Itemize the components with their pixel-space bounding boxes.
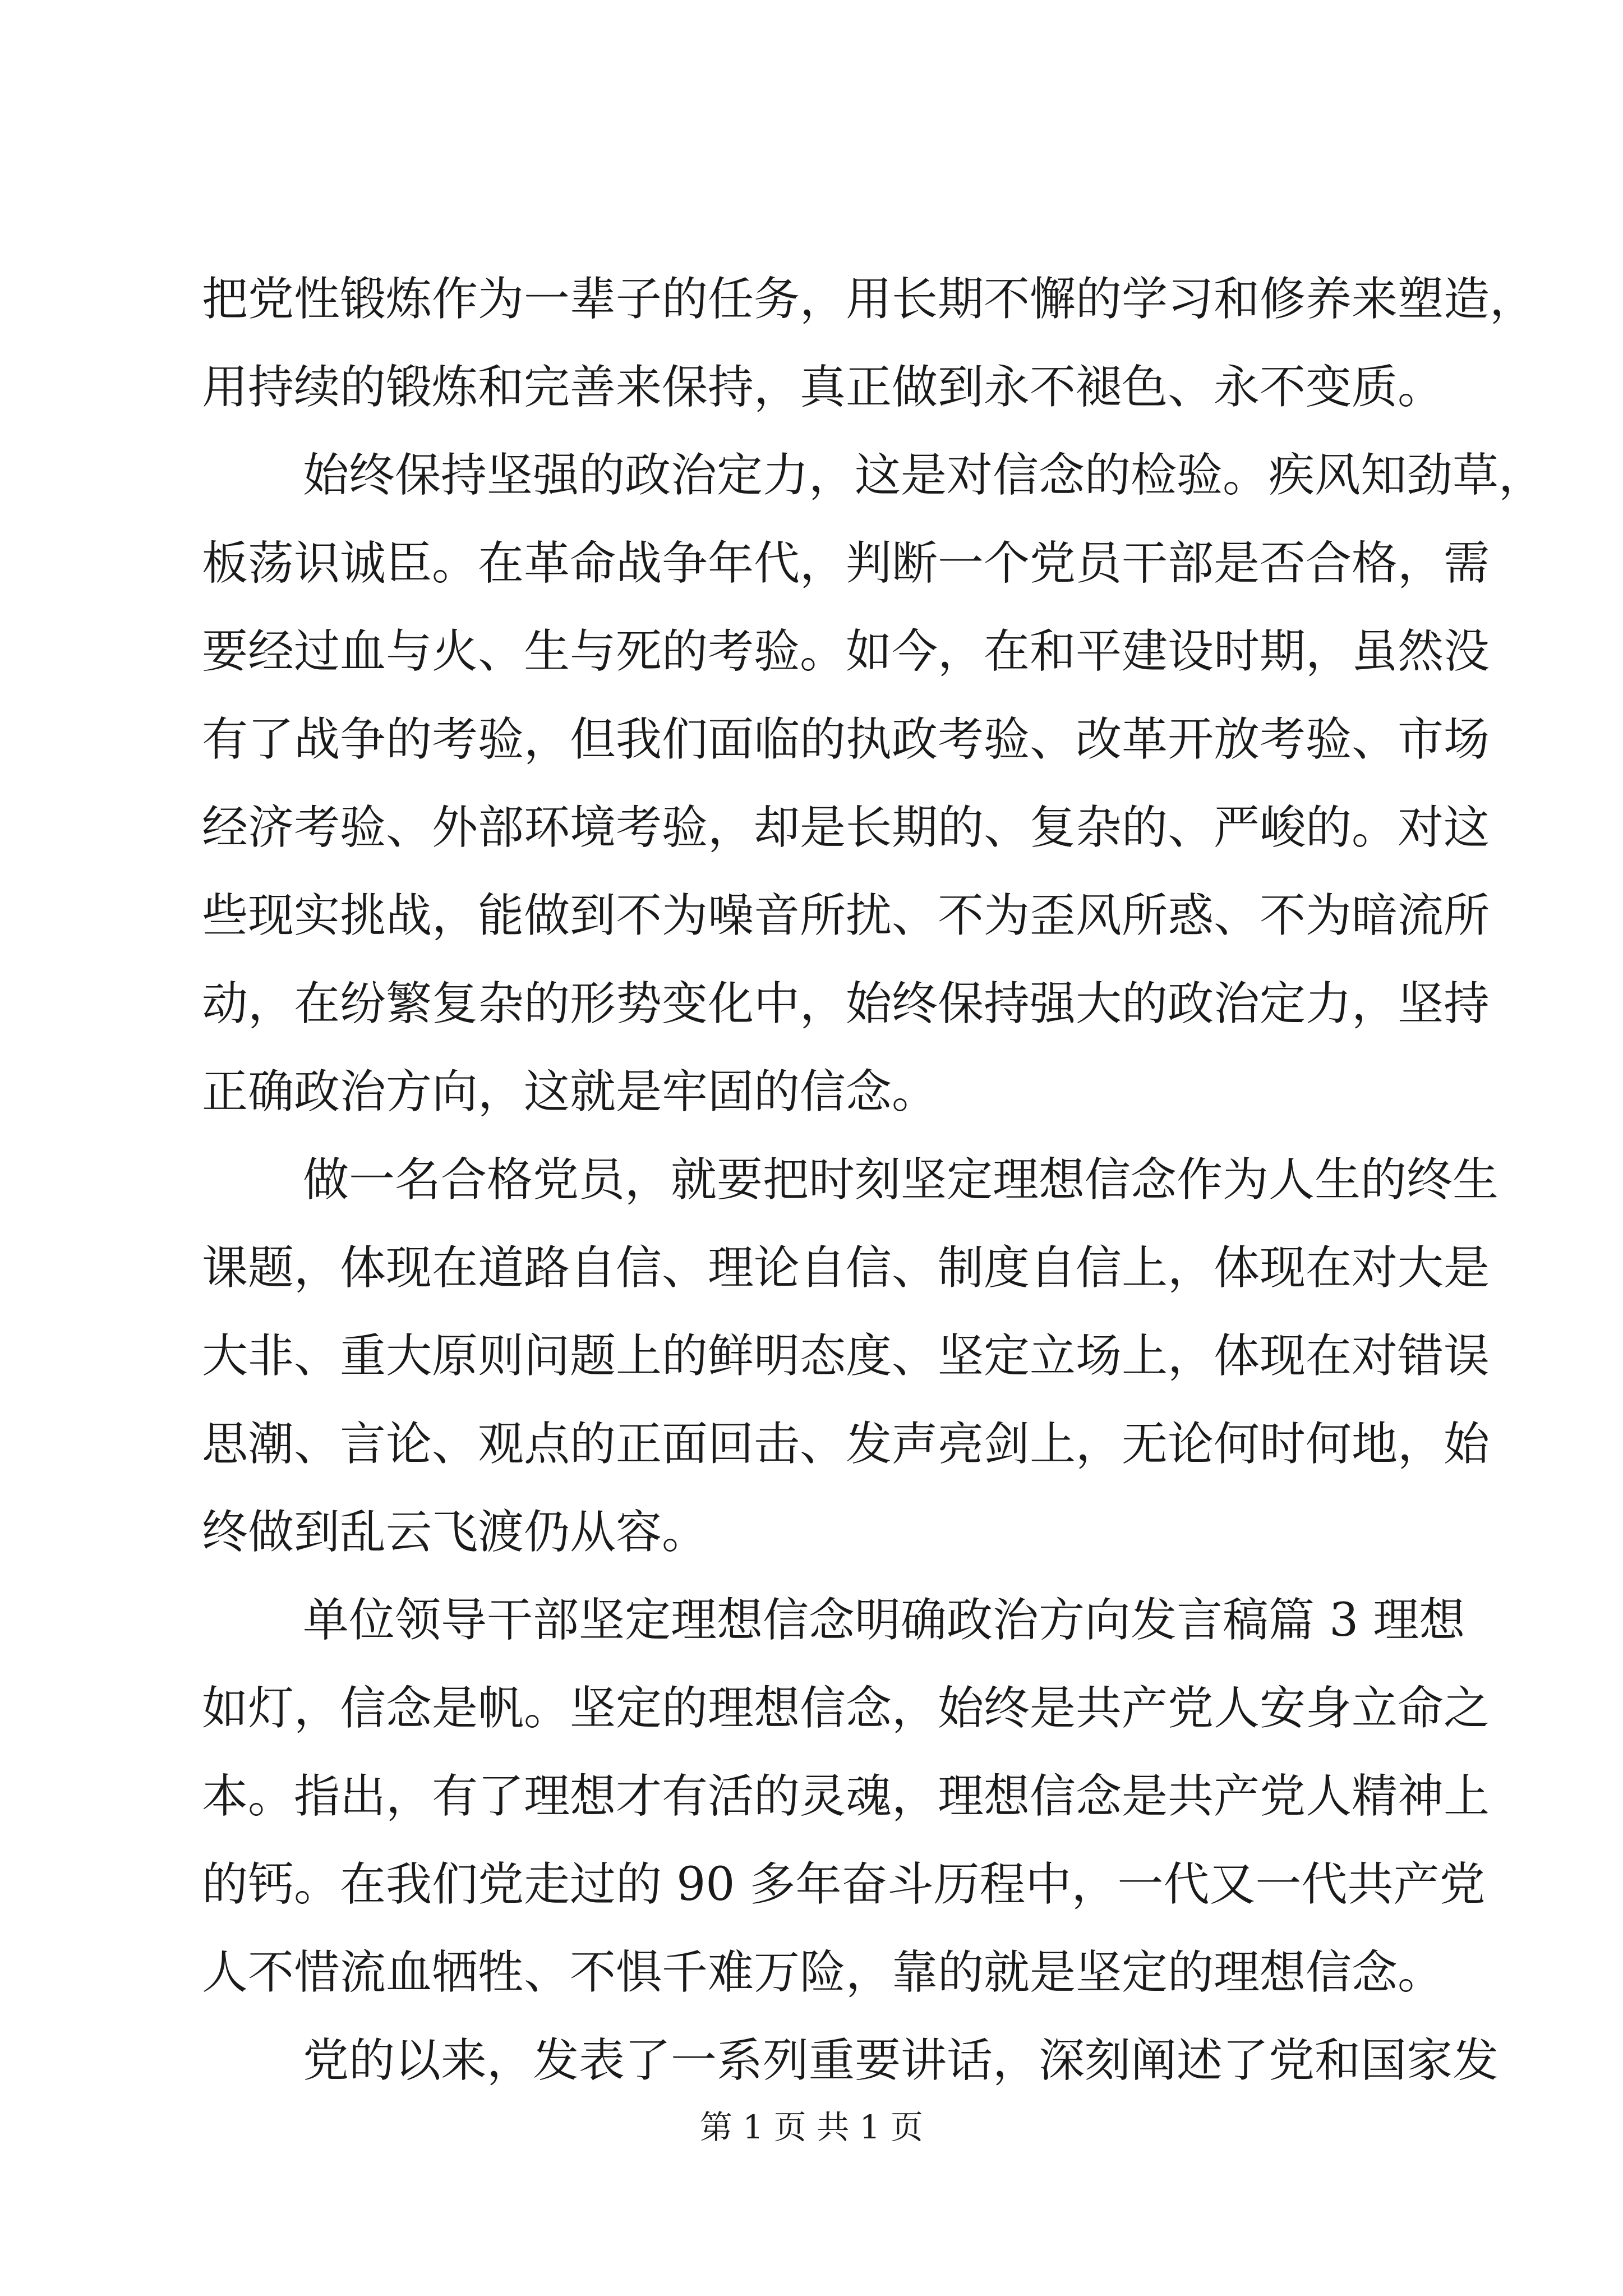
text-line: 经济考验、外部环境考验，却是长期的、复杂的、严峻的。对这 bbox=[202, 801, 1490, 854]
text-line: 单位领导干部坚定理想信念明确政治方向发言稿篇 3 理想 bbox=[303, 1594, 1465, 1647]
text-line: 终做到乱云飞渡仍从容。 bbox=[202, 1506, 708, 1559]
text-line: 思潮、言论、观点的正面回击、发声亮剑上，无论何时何地，始 bbox=[202, 1418, 1490, 1471]
text-line: 党的以来，发表了一系列重要讲话，深刻阐述了党和国家发 bbox=[303, 2034, 1499, 2087]
text-line: 大非、重大原则问题上的鲜明态度、坚定立场上，体现在对错误 bbox=[202, 1329, 1490, 1383]
text-line: 动，在纷繁复杂的形势变化中，始终保持强大的政治定力，坚持 bbox=[202, 977, 1490, 1030]
text-line: 板荡识诚臣。在革命战争年代，判断一个党员干部是否合格，需 bbox=[202, 537, 1490, 590]
page-footer: 第 1 页 共 1 页 bbox=[700, 2108, 923, 2146]
text-line: 有了战争的考验，但我们面临的执政考验、改革开放考验、市场 bbox=[202, 713, 1490, 766]
text-line: 些现实挑战，能做到不为噪音所扰、不为歪风所惑、不为暗流所 bbox=[202, 889, 1490, 942]
text-line: 要经过血与火、生与死的考验。如今，在和平建设时期，虽然没 bbox=[202, 625, 1490, 678]
text-line: 始终保持坚强的政治定力，这是对信念的检验。疾风知劲草， bbox=[303, 449, 1545, 502]
text-line: 正确政治方向，这就是牢固的信念。 bbox=[202, 1065, 938, 1119]
text-line: 的钙。在我们党走过的 90 多年奋斗历程中，一代又一代共产党 bbox=[202, 1858, 1486, 1911]
text-line: 本。指出，有了理想才有活的灵魂，理想信念是共产党人精神上 bbox=[202, 1770, 1490, 1823]
text-line: 课题，体现在道路自信、理论自信、制度自信上，体现在对大是 bbox=[202, 1241, 1490, 1295]
document-body bbox=[202, 255, 1545, 2105]
text-line: 把党性锻炼作为一辈子的任务，用长期不懈的学习和修养来塑造， bbox=[202, 273, 1536, 326]
text-line: 如灯，信念是帆。坚定的理想信念，始终是共产党人安身立命之 bbox=[202, 1682, 1490, 1735]
text-line: 做一名合格党员，就要把时刻坚定理想信念作为人生的终生 bbox=[303, 1153, 1499, 1207]
text-line: 人不惜流血牺牲、不惧千难万险，靠的就是坚定的理想信念。 bbox=[202, 1946, 1444, 1999]
text-line: 用持续的锻炼和完善来保持，真正做到永不褪色、永不变质。 bbox=[202, 361, 1444, 414]
